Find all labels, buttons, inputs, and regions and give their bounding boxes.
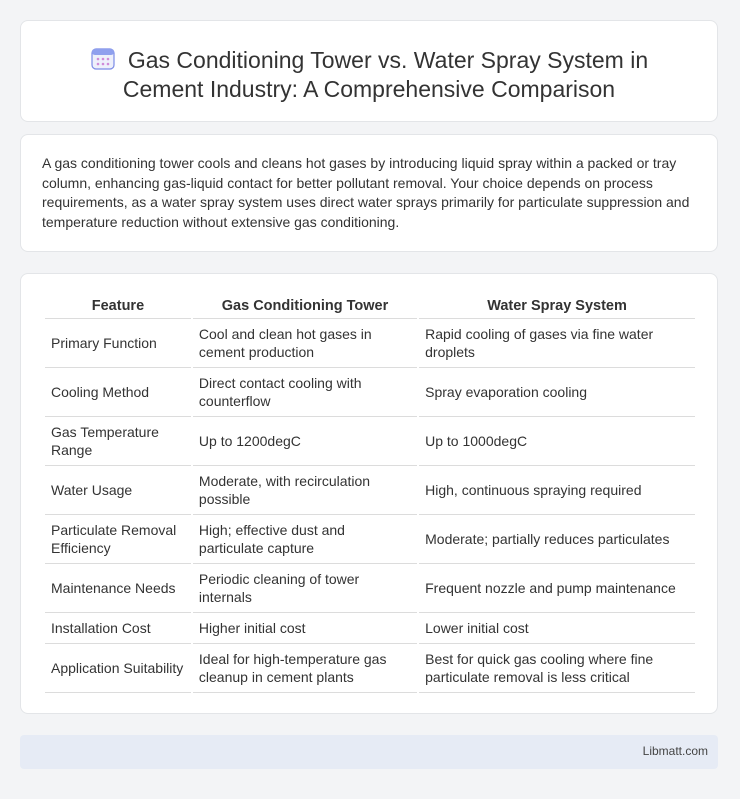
page-title <box>21 45 717 104</box>
footer <box>20 735 718 769</box>
feature-cell: Cooling Method <box>45 368 191 417</box>
feature-cell: Gas Temperature Range <box>45 417 191 466</box>
tower-cell: Up to 1200degC <box>193 417 417 466</box>
footer-brand-link[interactable]: Libmatt.com <box>642 744 708 758</box>
tower-cell: Direct contact cooling with counterflow <box>193 368 417 417</box>
table-row <box>45 466 695 515</box>
header-water-spray-system: Water Spray System <box>419 294 695 319</box>
tower-cell: Periodic cleaning of tower internals <box>193 564 417 613</box>
header-gas-conditioning-tower: Gas Conditioning Tower <box>193 294 417 319</box>
spray-cell: Spray evaporation cooling <box>419 368 695 417</box>
calendar-icon <box>90 45 116 71</box>
intro-paragraph: A gas conditioning tower cools and cleans hot gases by introducing liquid spray within a packed or tray column, enhancing gas-liquid contact for better pollutant removal. Your choice depends on process requirements, as a water spray system uses direct water sprays primarily for particulate suppression and temperature reduction without extensive gas conditioning. <box>42 155 690 230</box>
tower-cell: Moderate, with recirculation possible <box>193 466 417 515</box>
table-row <box>45 644 695 693</box>
spray-cell: Frequent nozzle and pump maintenance <box>419 564 695 613</box>
spray-cell: High, continuous spraying required <box>419 466 695 515</box>
spray-cell: Moderate; partially reduces particulates <box>419 515 695 564</box>
spray-cell: Best for quick gas cooling where fine particulate removal is less critical <box>419 644 695 693</box>
table-row <box>45 515 695 564</box>
table-row <box>45 564 695 613</box>
spray-cell: Up to 1000degC <box>419 417 695 466</box>
table-row <box>45 368 695 417</box>
title-line-1: Gas Conditioning Tower vs. Water Spray System in <box>127 47 649 73</box>
feature-cell: Primary Function <box>45 319 191 368</box>
table-row <box>45 417 695 466</box>
table-card <box>20 273 718 714</box>
feature-cell: Water Usage <box>45 466 191 515</box>
tower-cell: Ideal for high-temperature gas cleanup in cement plants <box>193 644 417 693</box>
table-header-row <box>45 294 695 319</box>
feature-cell: Application Suitability <box>45 644 191 693</box>
intro-card <box>20 134 718 252</box>
header-feature: Feature <box>45 294 191 319</box>
feature-cell: Installation Cost <box>45 613 191 644</box>
tower-cell: Higher initial cost <box>193 613 417 644</box>
table-row <box>45 613 695 644</box>
spray-cell: Rapid cooling of gases via fine water droplets <box>419 319 695 368</box>
tower-cell: High; effective dust and particulate capture <box>193 515 417 564</box>
feature-cell: Maintenance Needs <box>45 564 191 613</box>
comparison-table <box>43 294 697 693</box>
title-line-2: Cement Industry: A Comprehensive Comparison <box>122 76 616 102</box>
title-card <box>20 20 718 122</box>
spray-cell: Lower initial cost <box>419 613 695 644</box>
table-row <box>45 319 695 368</box>
feature-cell: Particulate Removal Efficiency <box>45 515 191 564</box>
tower-cell: Cool and clean hot gases in cement production <box>193 319 417 368</box>
